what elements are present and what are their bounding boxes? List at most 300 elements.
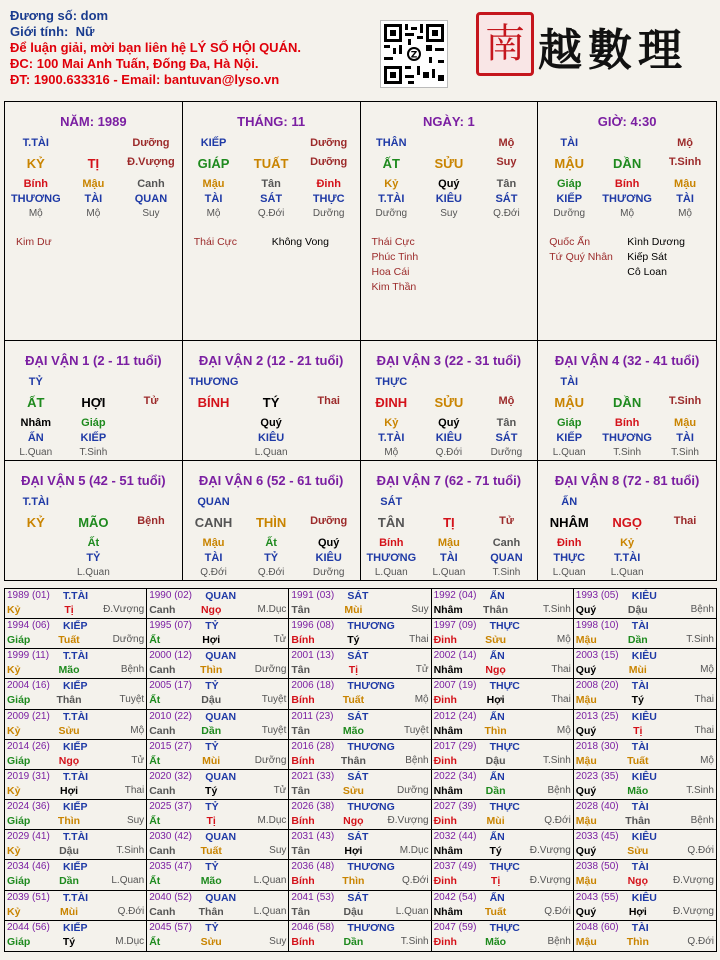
year-label: 2019 (31)	[7, 770, 50, 782]
year-body	[291, 784, 428, 798]
year-body	[576, 935, 714, 949]
top-god-row-2: Mộ	[498, 137, 515, 149]
year-god: THƯƠNG	[347, 801, 395, 814]
year-god: TÀI	[631, 620, 649, 633]
year-head	[149, 649, 286, 663]
year-body	[434, 754, 571, 768]
hidden-stem-row-1: Quý	[438, 178, 460, 190]
year-label: 2029 (41)	[7, 831, 50, 843]
hidden-stem-row-2: Canh	[492, 536, 521, 549]
year-head	[434, 649, 571, 663]
phase-row-2: Mộ	[678, 208, 692, 219]
year-label: 2003 (15)	[575, 650, 619, 662]
stem-branch-row-0: BÍNH	[197, 395, 230, 410]
year-god: T.TÀI	[63, 770, 89, 783]
year-body	[149, 874, 286, 888]
year-head	[291, 619, 428, 633]
pillar-cell	[538, 461, 716, 581]
year-body	[576, 874, 714, 888]
stem-branch-row-0: KỶ	[26, 514, 45, 530]
subject-label: Đương số:	[10, 8, 78, 23]
year-branch: Hợi	[486, 694, 505, 707]
year-head	[576, 830, 714, 844]
year-body	[149, 844, 286, 858]
top-god-row	[540, 495, 714, 510]
hidden-god-row-1: THƯƠNG	[602, 193, 652, 205]
year-cell	[5, 860, 147, 890]
year-cell	[289, 800, 431, 830]
top-god-row-1	[420, 375, 478, 390]
year-phase: Bệnh	[120, 664, 145, 676]
top-god-row-1	[420, 495, 478, 510]
hidden-stem-row-0	[185, 416, 243, 431]
year-head	[7, 770, 144, 784]
year-branch: Mùi	[628, 664, 647, 677]
year-cell	[432, 649, 574, 679]
hidden-stem-row-2	[122, 536, 180, 551]
year-god: T.TÀI	[63, 891, 89, 904]
year-stem: Mậu	[575, 634, 597, 647]
year-cell	[147, 679, 289, 709]
year-phase: L.Quan	[253, 875, 287, 887]
hidden-stem-row-1: Mậu	[82, 178, 105, 190]
year-head	[291, 921, 428, 935]
hidden-stem-row	[185, 536, 358, 551]
year-cell	[574, 860, 716, 890]
year-label: 2037 (49)	[433, 861, 477, 873]
year-god: THƯƠNG	[347, 620, 395, 633]
year-label: 1994 (06)	[7, 620, 50, 632]
year-body	[7, 754, 144, 768]
year-body	[291, 814, 428, 828]
stem-branch-row	[7, 155, 180, 173]
year-head	[434, 589, 571, 603]
star-left: Kim Thần	[371, 281, 417, 293]
year-body	[7, 693, 144, 707]
year-branch: Tị	[633, 724, 643, 737]
year-phase: T.Sinh	[686, 634, 714, 646]
year-cell	[574, 740, 716, 770]
hidden-god-row-2: TÀI	[676, 432, 694, 444]
year-branch: Tuất	[200, 845, 222, 858]
top-god-row-0: SÁT	[380, 495, 403, 508]
year-phase: Q.Đới	[687, 935, 714, 947]
hidden-stem-row-0: Bính	[23, 178, 49, 190]
phase-row	[185, 566, 358, 580]
year-god: T.TÀI	[63, 650, 89, 663]
year-label: 2020 (32)	[149, 770, 192, 782]
year-label: 2024 (36)	[7, 801, 50, 813]
top-god-row	[185, 375, 358, 390]
year-cell	[432, 891, 574, 921]
year-body	[434, 935, 571, 949]
year-branch: Tuất	[58, 634, 80, 647]
year-head	[576, 891, 714, 905]
hidden-god-row-1: KIÊU	[257, 432, 285, 444]
year-branch: Tý	[347, 634, 360, 647]
hidden-god-row-1: KIÊU	[435, 193, 462, 205]
year-stem: Tân	[291, 905, 311, 918]
hidden-god-row	[363, 551, 536, 566]
year-stem: Bính	[291, 634, 315, 647]
top-god-row	[363, 495, 536, 510]
phase-row-1: T.Sinh	[613, 447, 642, 458]
year-label: 2032 (44)	[433, 831, 477, 843]
year-god: SÁT	[347, 770, 369, 783]
hidden-god-row-2	[122, 431, 180, 446]
year-label: 2004 (16)	[7, 680, 50, 692]
phase-row-1: Q.Đới	[257, 208, 285, 219]
hidden-god-row-0: THƯƠNG	[366, 551, 417, 564]
year-branch: Dậu	[201, 694, 222, 707]
year-label: 2027 (39)	[433, 801, 477, 813]
year-label: 2026 (38)	[291, 801, 335, 813]
hidden-stem-row-1: Ất	[87, 536, 100, 549]
phase-row-1: L.Quan	[432, 566, 466, 578]
annual-luck-grid	[4, 588, 717, 952]
year-phase: T.Sinh	[686, 784, 714, 796]
year-god: TỶ	[205, 680, 219, 693]
star-list	[185, 235, 358, 250]
qr-code-icon	[380, 20, 448, 88]
cell-title: ĐẠI VẬN 4 (32 - 41 tuổi)	[554, 353, 700, 368]
top-god-row-0: ẤN	[561, 495, 578, 508]
year-branch: Hợi	[60, 784, 78, 797]
hidden-stem-row-1: Kỷ	[620, 536, 635, 549]
hidden-stem-row-0: Kỷ	[384, 178, 399, 190]
year-phase: Tuyệt	[261, 694, 287, 706]
year-stem: Canh	[149, 784, 176, 797]
hidden-stem-row	[185, 177, 358, 192]
star-right	[94, 235, 180, 250]
year-phase: Tuyệt	[261, 724, 287, 736]
year-god: THỰC	[489, 740, 520, 753]
year-branch: Mão	[485, 935, 507, 948]
hidden-stem-row-2: Canh	[137, 178, 165, 190]
gender-value: Nữ	[75, 24, 95, 39]
hidden-stem-row	[363, 177, 536, 192]
year-body	[434, 814, 571, 828]
phase-row-2	[300, 446, 358, 460]
stem-branch-row-1: TÝ	[262, 395, 280, 410]
year-body	[576, 603, 714, 617]
year-body	[149, 603, 286, 617]
year-cell	[574, 800, 716, 830]
phase-row-0: L.Quan	[552, 566, 586, 578]
year-head	[7, 619, 144, 633]
year-head	[576, 710, 714, 724]
year-phase: L.Quan	[395, 905, 429, 917]
year-stem: Nhâm	[433, 845, 463, 858]
stem-branch-row-2: Dưỡng	[310, 156, 348, 168]
year-body	[7, 663, 144, 677]
year-head	[149, 710, 286, 724]
year-head	[7, 860, 144, 874]
year-god: ẤN	[489, 590, 505, 602]
year-cell	[5, 740, 147, 770]
top-god-row-2	[656, 375, 714, 390]
top-god-row	[185, 136, 358, 151]
year-head	[434, 619, 571, 633]
star-right	[450, 250, 536, 265]
cell-title: ĐẠI VẬN 6 (52 - 61 tuổi)	[198, 472, 344, 488]
year-stem: Mậu	[575, 694, 597, 707]
year-god: KIÊU	[631, 590, 657, 602]
year-body	[7, 844, 144, 858]
year-label: 2001 (13)	[291, 650, 335, 662]
year-branch: Dậu	[485, 754, 506, 767]
stem-branch-row-1: DẦN	[613, 156, 642, 171]
phase-row	[363, 446, 536, 460]
year-head	[434, 921, 571, 935]
year-head	[434, 770, 571, 784]
year-body	[576, 724, 714, 738]
top-god-row	[7, 136, 180, 151]
year-stem: Nhâm	[433, 724, 463, 737]
year-label: 2014 (26)	[7, 740, 50, 752]
year-stem: Bính	[291, 875, 315, 888]
year-label: 2012 (24)	[433, 710, 477, 722]
year-body	[576, 633, 714, 647]
phase-row-2: Dưỡng	[490, 447, 523, 458]
contact-note: Để luận giải, mời bạn liên hệ LÝ SỐ HỘI QUÁN.	[10, 40, 301, 55]
year-stem: Quý	[575, 664, 597, 677]
year-phase: Bệnh	[547, 784, 571, 796]
year-branch: Tị	[348, 664, 359, 677]
top-god-row-2: Dưỡng	[310, 137, 348, 149]
year-branch: Ngọ	[58, 754, 80, 767]
year-label: 2025 (37)	[149, 801, 192, 813]
year-phase: Thai	[694, 724, 714, 736]
year-cell	[574, 679, 716, 709]
top-god-row	[363, 375, 536, 390]
year-stem: Bính	[291, 935, 315, 948]
year-stem: Mậu	[575, 815, 597, 828]
hidden-god-row	[540, 431, 714, 446]
year-label: 2048 (60)	[575, 921, 619, 933]
year-body	[7, 874, 144, 888]
year-head	[576, 860, 714, 874]
hidden-stem-row	[185, 416, 358, 431]
hidden-stem-row-0: Kỷ	[384, 417, 399, 429]
top-god-row-1	[420, 136, 478, 151]
year-stem: Canh	[149, 664, 176, 677]
year-label: 1995 (07)	[149, 620, 192, 632]
year-branch: Tuất	[627, 754, 649, 767]
year-body	[434, 603, 571, 617]
year-phase: M.Dục	[399, 845, 429, 857]
year-phase: Q.Đới	[687, 845, 714, 857]
phase-row-0	[185, 446, 243, 460]
hidden-stem-row-0	[7, 536, 65, 551]
year-cell	[147, 770, 289, 800]
year-body	[576, 814, 714, 828]
year-god: KIẾP	[63, 801, 88, 814]
year-label: 2022 (34)	[433, 770, 477, 782]
phase-row-2: T.Sinh	[492, 566, 521, 578]
cell-title: NGÀY: 1	[422, 114, 475, 129]
stem-branch-row-0: ẤT	[382, 156, 400, 171]
year-god: T.TÀI	[63, 710, 89, 723]
year-phase: Mộ	[130, 724, 145, 736]
stem-branch-row-1: HỢI	[81, 395, 106, 410]
hidden-god-row-0: T.TÀI	[378, 432, 405, 444]
cell-title: NĂM: 1989	[60, 114, 127, 129]
top-god-row-2	[478, 375, 536, 390]
year-branch: Sửu	[627, 845, 649, 858]
year-body	[291, 663, 428, 677]
year-cell	[432, 830, 574, 860]
star-right: Kình Dương	[627, 236, 685, 248]
year-phase: Tuyệt	[119, 694, 145, 706]
star-list	[540, 235, 714, 280]
year-stem: Nhâm	[433, 664, 463, 677]
year-head	[291, 589, 428, 603]
year-god: ẤN	[489, 891, 505, 904]
year-god: ẤN	[489, 831, 505, 844]
hidden-god-row-1: T.TÀI	[613, 551, 641, 564]
year-head	[434, 679, 571, 693]
year-stem: Ất	[149, 935, 161, 948]
year-label: 2038 (50)	[575, 861, 619, 873]
cell-title: THÁNG: 11	[237, 114, 306, 129]
star-row	[372, 280, 536, 295]
stem-branch-row-1: TỊ	[443, 514, 455, 530]
phase-row	[540, 566, 714, 580]
year-body	[291, 844, 428, 858]
year-head	[576, 679, 714, 693]
top-god-row-0: THÂN	[376, 137, 407, 149]
top-god-row-2: Dưỡng	[132, 137, 170, 149]
year-branch: Mão	[58, 664, 80, 677]
year-branch: Sửu	[58, 724, 80, 737]
year-god: ẤN	[489, 770, 505, 783]
top-god-row-1	[598, 136, 656, 151]
year-branch: Tị	[206, 815, 216, 828]
year-cell	[574, 619, 716, 649]
hidden-god-row-2: QUAN	[490, 551, 523, 564]
year-phase: Suy	[269, 935, 287, 947]
stem-branch-row-0: MẬU	[554, 395, 585, 410]
year-branch: Tuất	[342, 694, 365, 707]
star-right	[450, 235, 536, 250]
year-cell	[574, 921, 716, 951]
year-stem: Quý	[575, 905, 597, 918]
year-phase: Đ.Vượng	[529, 875, 571, 887]
year-label: 2008 (20)	[575, 680, 619, 692]
year-label: 2033 (45)	[575, 831, 619, 843]
phase-row	[185, 207, 358, 221]
stem-branch-row-2: Suy	[496, 156, 517, 168]
phase-row-2: Suy	[142, 208, 160, 219]
star-row	[194, 235, 358, 250]
year-stem: Ất	[149, 815, 161, 828]
year-god: KIẾP	[63, 861, 88, 874]
year-branch: Ngọ	[485, 664, 506, 677]
year-phase: Đ.Vượng	[672, 875, 714, 887]
year-phase: T.Sinh	[116, 845, 145, 857]
year-cell	[574, 830, 716, 860]
year-god: QUAN	[205, 770, 237, 783]
year-phase: T.Sinh	[543, 604, 571, 615]
year-body	[434, 633, 571, 647]
stem-branch-row	[7, 514, 180, 532]
year-body	[291, 603, 428, 617]
hidden-stem-row-0: Bính	[379, 536, 404, 549]
year-branch: Tuất	[484, 905, 507, 918]
year-god: TÀI	[631, 801, 649, 814]
hidden-stem-row-2: Mậu	[674, 178, 697, 190]
year-branch: Dần	[59, 875, 79, 888]
hidden-god-row-2: QUAN	[134, 193, 168, 205]
top-god-row-1	[65, 495, 123, 510]
year-phase: Suy	[411, 604, 429, 615]
year-head	[7, 740, 144, 754]
stem-branch-row	[185, 514, 358, 532]
hidden-stem-row-2: Đinh	[316, 178, 341, 190]
year-cell	[574, 649, 716, 679]
year-god: THƯƠNG	[347, 861, 395, 874]
year-cell	[5, 619, 147, 649]
year-label: 2043 (55)	[575, 891, 619, 903]
phase-row-1: Mộ	[620, 208, 635, 219]
year-cell	[574, 891, 716, 921]
year-label: 1997 (09)	[433, 620, 477, 632]
phase-row-1: L.Quan	[76, 566, 110, 578]
brand-title: 越數理	[538, 25, 688, 76]
hidden-stem-row	[363, 416, 536, 431]
year-label: 2044 (56)	[7, 921, 50, 933]
year-label: 2030 (42)	[149, 831, 192, 843]
hidden-god-row	[7, 431, 180, 446]
year-head	[149, 830, 286, 844]
year-head	[149, 921, 286, 935]
year-phase: Tử	[415, 664, 429, 676]
hidden-god-row-2	[300, 431, 358, 446]
phase-row	[7, 566, 180, 580]
year-cell	[5, 830, 147, 860]
year-body	[7, 603, 144, 617]
year-god: KIÊU	[631, 710, 657, 723]
year-label: 2047 (59)	[433, 921, 477, 933]
year-cell	[432, 860, 574, 890]
star-row	[549, 265, 714, 280]
phase-row-0: L.Quan	[374, 566, 408, 578]
star-left	[549, 265, 627, 280]
year-stem: Mậu	[575, 754, 597, 767]
year-god: TÀI	[631, 740, 649, 753]
star-list	[7, 235, 180, 250]
pillar-cell	[538, 102, 716, 340]
year-stem: Tân	[291, 784, 311, 797]
stem-branch-row	[540, 514, 714, 532]
top-god-row-0: TỶ	[28, 376, 43, 388]
year-label: 2013 (25)	[575, 710, 619, 722]
hidden-stem-row-1: Ất	[265, 536, 277, 549]
year-god: TỶ	[205, 740, 219, 753]
year-branch: Thìn	[57, 815, 81, 828]
year-label: 2034 (46)	[7, 861, 50, 873]
stem-branch-row-2: Đ.Vượng	[127, 156, 175, 168]
hidden-god-row-1: THƯƠNG	[602, 432, 652, 444]
phase-row	[540, 207, 714, 221]
year-stem: Nhâm	[433, 784, 463, 797]
hidden-god-row-0: T.TÀI	[378, 193, 405, 205]
year-body	[7, 633, 144, 647]
year-head	[291, 860, 428, 874]
star-row	[16, 235, 180, 250]
year-head	[7, 679, 144, 693]
